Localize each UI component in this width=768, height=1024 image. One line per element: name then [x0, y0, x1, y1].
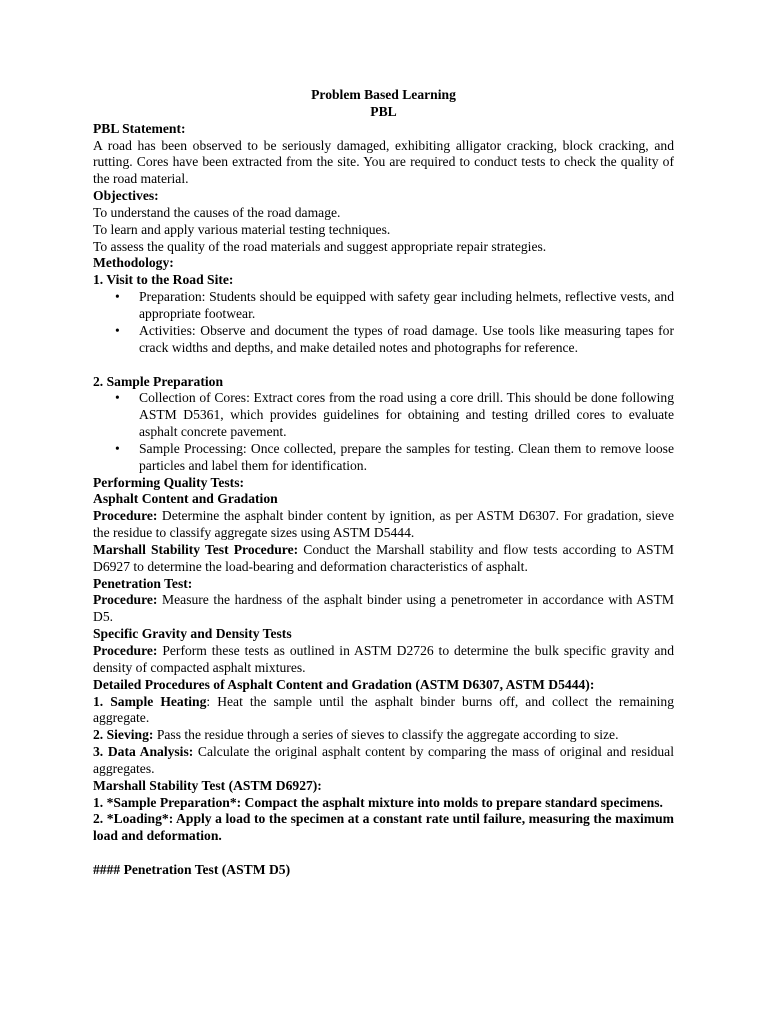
asphalt-procedure [93, 508, 674, 542]
document-subtitle: PBL [370, 103, 397, 119]
procedure-text: Perform these tests as outlined in ASTM D2726 to determine the bulk specific gravity and density of compacted asphalt mixtures. [93, 643, 674, 675]
asphalt-heading: Asphalt Content and Gradation [93, 491, 278, 507]
step-label: 1. Sample Heating [93, 693, 207, 709]
detailed-heading: Detailed Procedures of Asphalt Content and Gradation (ASTM D6307, ASTM D5444): [93, 676, 595, 692]
gravity-procedure [93, 643, 674, 677]
bullet-item: • Activities: Observe and document the types of road damage. Use tools like measuring tapes for crack widths and depths, and make detailed notes and photographs for reference. [139, 323, 674, 357]
sample-bullet-list [93, 390, 674, 474]
step-label: 3. Data Analysis: [93, 744, 194, 760]
procedure-text: Determine the asphalt binder content by ignition, as per ASTM D6307. For gradation, sieve the residue to classify aggregate sizes using ASTM D5444. [93, 508, 674, 541]
step-text: : Heat the sample until the asphalt binder burns off, and collect the remaining aggregate. [93, 693, 674, 726]
objectives-heading: Objectives: [93, 188, 159, 204]
methodology-heading: Methodology: [93, 255, 174, 271]
sample-heading: 2. Sample Preparation [93, 373, 224, 389]
bullet-item: • Preparation: Students should be equipped with safety gear including helmets, reflective vests, and appropriate footwear. [139, 289, 674, 323]
penetration-heading: Penetration Test: [93, 575, 193, 591]
marshall-step: 1. *Sample Preparation*: Compact the asphalt mixture into molds to prepare standard specimens. [93, 794, 663, 810]
objective-item: To learn and apply various material testing techniques. [93, 221, 391, 237]
procedure-text: Measure the hardness of the asphalt binder using a penetrometer in accordance with ASTM D5. [93, 592, 674, 625]
procedure-label: Procedure: [93, 643, 158, 658]
bullet-item: • Collection of Cores: Extract cores from the road using a core drill. This should be done following ASTM D5361, which provides guidelines for obtaining and testing drilled cores to evaluate asphalt concrete pavement. [139, 390, 674, 441]
step-label: 2. Sieving: [93, 727, 154, 743]
penetration-procedure [93, 592, 674, 626]
bullet-item: • Sample Processing: Once collected, prepare the samples for testing. Clean them to remove loose particles and label them for identification. [139, 441, 674, 475]
tests-heading: Performing Quality Tests: [93, 474, 245, 490]
detailed-step [93, 744, 674, 778]
objective-item: To assess the quality of the road materials and suggest appropriate repair strategies. [93, 238, 547, 254]
step-text: Calculate the original asphalt content by comparing the mass of original and residual aggregates. [93, 744, 674, 776]
document-title: Problem Based Learning [311, 87, 456, 102]
statement-heading: PBL Statement: [93, 120, 186, 136]
marshall-procedure [93, 542, 674, 576]
gravity-heading: Specific Gravity and Density Tests [93, 626, 292, 642]
detailed-step [93, 727, 674, 744]
visit-bullet-list [93, 289, 674, 356]
objective-item: To understand the causes of the road damage. [93, 204, 341, 220]
marshall-detail-heading: Marshall Stability Test (ASTM D6927): [93, 777, 322, 793]
procedure-text: Conduct the Marshall stability and flow tests according to ASTM D6927 to determine the load-bearing and deformation characteristics of asphalt. [93, 541, 674, 574]
procedure-label: Procedure: [93, 592, 158, 608]
step-text: Pass the residue through a series of sieves to classify the aggregate according to size. [153, 727, 619, 743]
detailed-step [93, 694, 674, 728]
marshall-step: 2. *Loading*: Apply a load to the specimen at a constant rate until failure, measuring the maximum load and deformation. [93, 811, 674, 844]
penetration-detail-heading: #### Penetration Test (ASTM D5) [93, 862, 291, 878]
statement-text: A road has been observed to be seriously damaged, exhibiting alligator cracking, block cracking, and rutting. Cores have been extracted from the site. You are required to conduct tests to check the quality of the road material. [93, 137, 674, 187]
procedure-label: Marshall Stability Test Procedure: [93, 541, 299, 557]
visit-heading: 1. Visit to the Road Site: [93, 272, 234, 288]
procedure-label: Procedure: [93, 508, 158, 524]
